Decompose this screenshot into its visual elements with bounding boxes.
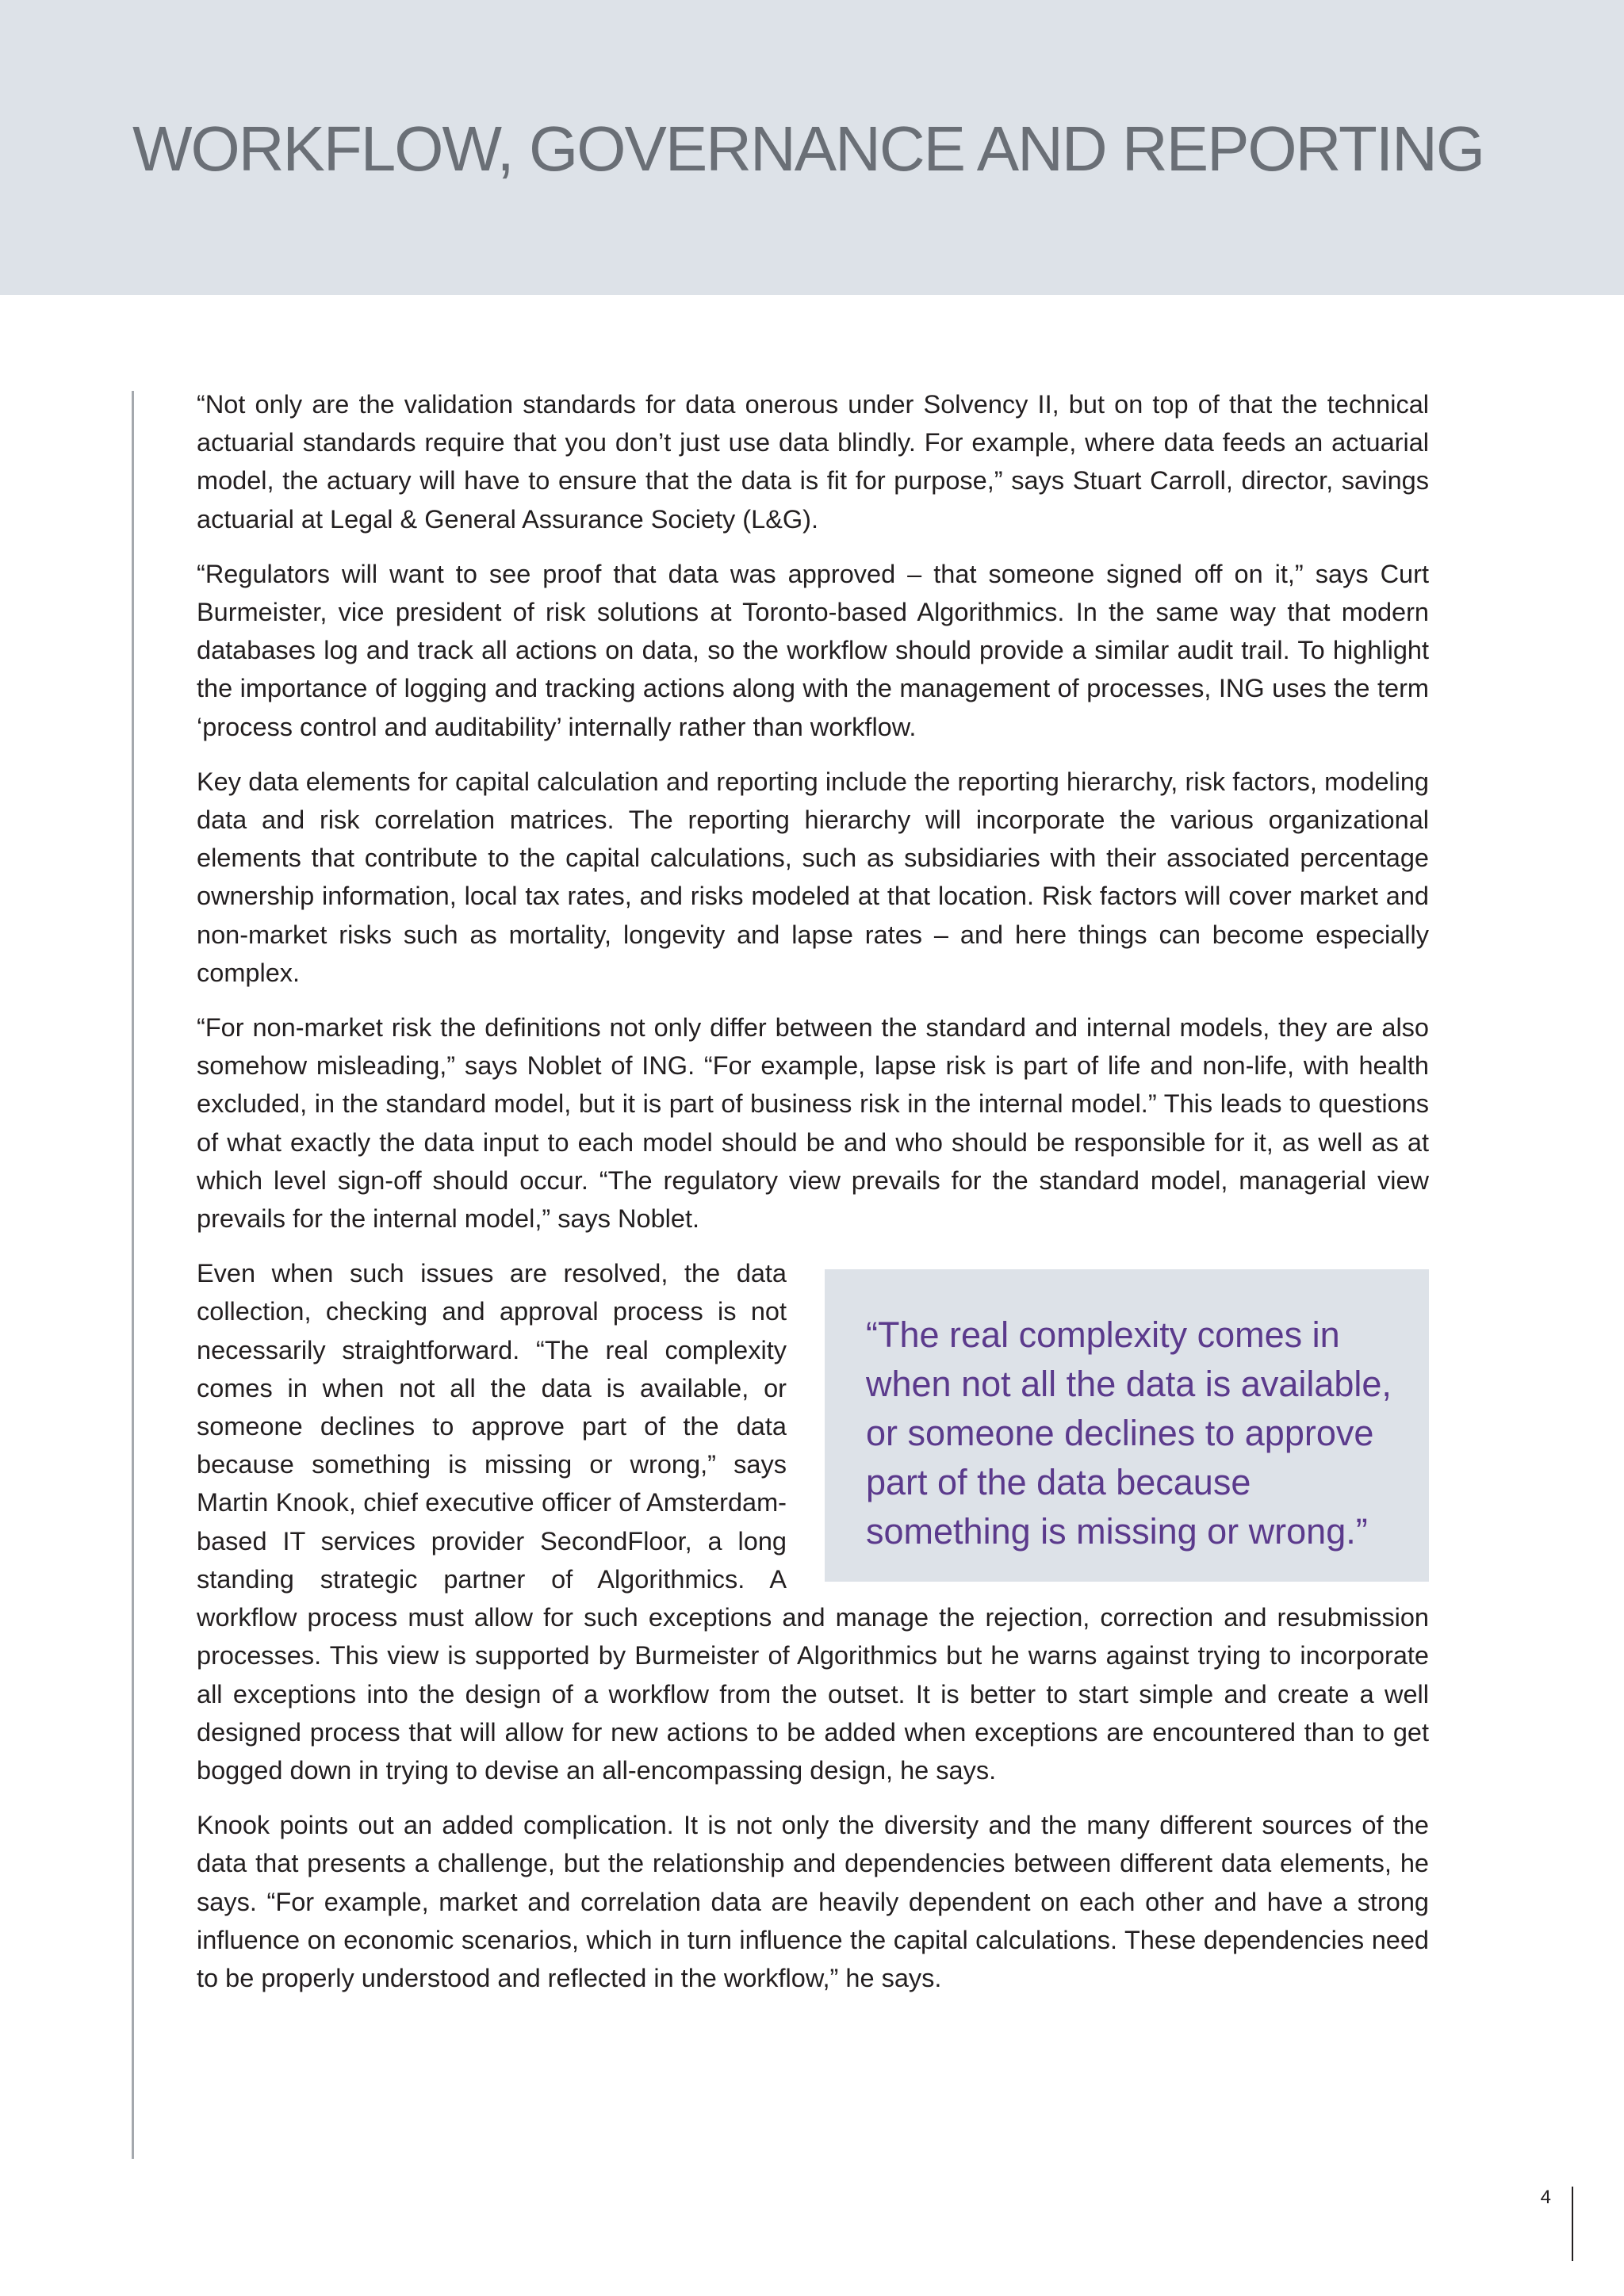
- left-margin-rule: [132, 391, 134, 2159]
- article-paragraph: “Not only are the validation standards for data onerous under Solvency II, but on top of that the technical actuarial standards require that you don’t just use data blindly. For example, where data feeds an actuarial model, the actuary will have to ensure that the data is fit for purpose,” says Stuart Carroll, director, savings actuarial at Legal & General Assurance Society (L&G).: [197, 390, 1429, 534]
- pull-quote-text: “The real complexity comes in when not all the data is available, or someone declines to approve part of the data because something is missing or wrong.”: [866, 1314, 1392, 1552]
- header-band: [0, 0, 1624, 295]
- page-number-rule: [1572, 2187, 1573, 2261]
- article-paragraph: “For non-market risk the definitions not only differ between the standard and internal models, they are also somehow misleading,” says Noblet of ING. “For example, lapse risk is part of life and non-life, with health excluded, in the standard model, but it is part of business risk in the internal model.” This leads to questions of what exactly the data input to each model should be and who should be responsible for it, as well as at which level sign-off should occur. “The regulatory view prevails for the standard model, managerial view prevails for the internal model,” says Noblet.: [197, 1013, 1429, 1234]
- article-paragraph: Knook points out an added complication. It is not only the diversity and the many different sources of the data that presents a challenge, but the relationship and dependencies between different data elements, he says. “For example, market and correlation data are heavily dependent on each other and have a strong influence on economic scenarios, which in turn influence the capital calculations. These dependencies need to be properly understood and reflected in the workflow,” he says.: [197, 1811, 1429, 1992]
- article-body: [197, 385, 1429, 2014]
- page-title: WORKFLOW, GOVERNANCE AND REPORTING: [132, 113, 1484, 184]
- article-paragraph: Even when such issues are resolved, the data collection, checking and approval process is not necessarily straightforward. “The real complexity comes in when not all the data is available, or someone declines to approve part of the data because something is missing or wrong,” says Martin Knook, chief executive officer of Amsterdam-based IT services provider SecondFloor, a long standing strategic partner of Algorithmics. A workflow process must allow for such exceptions and manage the rejection, correction and resubmission processes. This view is supported by Burmeister of Algorithmics but he warns against trying to incorporate all exceptions into the design of a workflow from the outset. It is better to start simple and create a well designed process that will allow for new actions to be added when exceptions are encountered than to get bogged down in trying to devise an all-encompassing design, he says.: [197, 1259, 1429, 1785]
- pull-quote-box: [825, 1269, 1429, 1582]
- article-paragraph: “Regulators will want to see proof that data was approved – that someone signed off on it,” says Curt Burmeister, vice president of risk solutions at Toronto-based Algorithmics. In the same way that modern databases log and track all actions on data, so the workflow should provide a similar audit trail. To highlight the importance of logging and tracking actions along with the management of processes, ING uses the term ‘process control and auditability’ internally rather than workflow.: [197, 559, 1429, 741]
- page-number: 4: [1540, 2187, 1551, 2208]
- article-paragraph: Key data elements for capital calculation and reporting include the reporting hierarchy, risk factors, modeling data and risk correlation matrices. The reporting hierarchy will incorporate the various organizational elements that contribute to the capital calculations, such as subsidiaries with their associated percentage ownership information, local tax rates, and risks modeled at that location. Risk factors will cover market and non-market risks such as mortality, longevity and lapse rates – and here things can become especially complex.: [197, 767, 1429, 987]
